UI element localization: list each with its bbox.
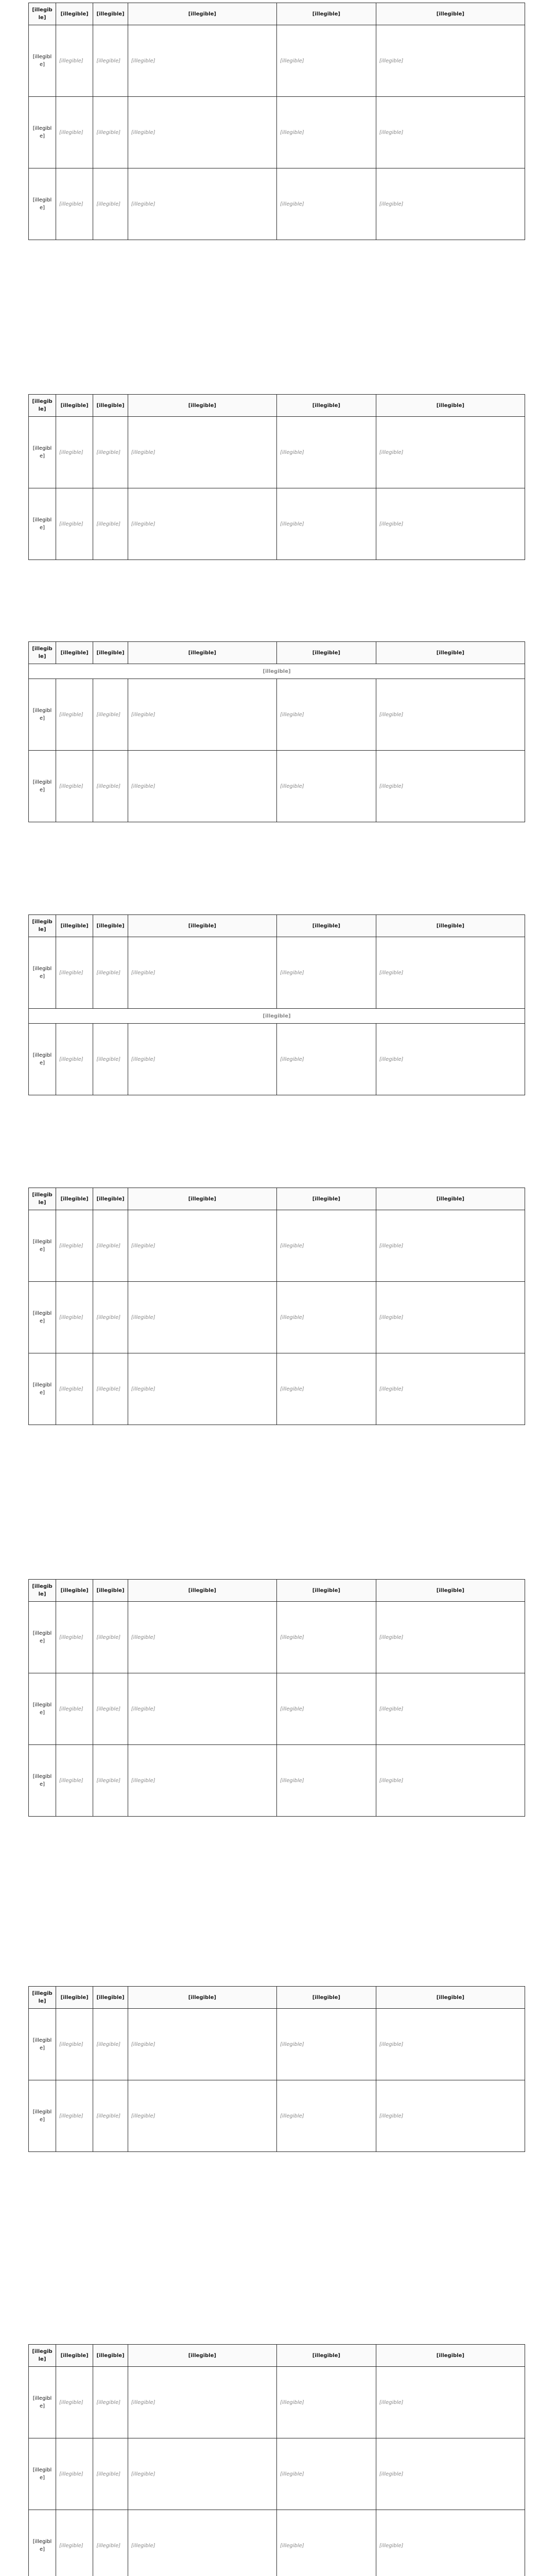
cell-name: [illegible] <box>56 1745 93 1817</box>
cell-parameters: [illegible] <box>276 1353 376 1425</box>
cell-parameters: [illegible] <box>276 2438 376 2510</box>
row-number: [illegible] <box>29 488 56 560</box>
cell-cases: [illegible] <box>376 2510 525 2576</box>
row-number: [illegible] <box>29 1024 56 1095</box>
cell-cases: [illegible] <box>376 1353 525 1425</box>
table-row <box>29 25 525 97</box>
cell-description: [illegible] <box>128 1282 276 1353</box>
cell-cases: [illegible] <box>376 1602 525 1673</box>
header-no: [illegible] <box>29 3 56 25</box>
cell-cases: [illegible] <box>376 679 525 751</box>
cell-parameters: [illegible] <box>276 2510 376 2576</box>
cell-name: [illegible] <box>56 2009 93 2080</box>
cell-category: [illegible] <box>93 1745 128 1817</box>
cell-parameters: [illegible] <box>276 1210 376 1282</box>
table-row <box>29 1353 525 1425</box>
table-row <box>29 1745 525 1817</box>
header-parameters: [illegible] <box>276 3 376 25</box>
cell-category: [illegible] <box>93 417 128 488</box>
header-parameters: [illegible] <box>276 915 376 937</box>
cell-cases: [illegible] <box>376 2009 525 2080</box>
cell-category: [illegible] <box>93 2367 128 2438</box>
cell-cases: [illegible] <box>376 937 525 1009</box>
table-row <box>29 2009 525 2080</box>
table-page <box>28 914 525 1095</box>
cell-cases: [illegible] <box>376 1673 525 1745</box>
header-cases: [illegible] <box>376 1987 525 2009</box>
cell-name: [illegible] <box>56 1602 93 1673</box>
cell-name: [illegible] <box>56 97 93 168</box>
header-cases: [illegible] <box>376 1188 525 1210</box>
cell-parameters: [illegible] <box>276 25 376 97</box>
cell-category: [illegible] <box>93 2438 128 2510</box>
table-row <box>29 2510 525 2576</box>
table-page <box>28 2344 525 2576</box>
table-row <box>29 937 525 1009</box>
table-row <box>29 1602 525 1673</box>
header-name: [illegible] <box>56 642 93 664</box>
cell-parameters: [illegible] <box>276 488 376 560</box>
cell-cases: [illegible] <box>376 25 525 97</box>
cell-name: [illegible] <box>56 2080 93 2152</box>
row-number: [illegible] <box>29 1210 56 1282</box>
cell-category: [illegible] <box>93 1602 128 1673</box>
table-page <box>28 641 525 822</box>
cell-description: [illegible] <box>128 937 276 1009</box>
header-parameters: [illegible] <box>276 395 376 417</box>
cell-cases: [illegible] <box>376 2438 525 2510</box>
header-cases: [illegible] <box>376 2345 525 2367</box>
header-description: [illegible] <box>128 2345 276 2367</box>
section-row <box>29 1009 525 1024</box>
cell-description: [illegible] <box>128 1353 276 1425</box>
row-number: [illegible] <box>29 1602 56 1673</box>
table-page <box>28 1188 525 1425</box>
cell-name: [illegible] <box>56 2510 93 2576</box>
cell-parameters: [illegible] <box>276 2367 376 2438</box>
row-number: [illegible] <box>29 679 56 751</box>
cell-cases: [illegible] <box>376 1282 525 1353</box>
cell-cases: [illegible] <box>376 2080 525 2152</box>
header-no: [illegible] <box>29 1987 56 2009</box>
header-category: [illegible] <box>93 915 128 937</box>
cell-description: [illegible] <box>128 1673 276 1745</box>
header-category: [illegible] <box>93 642 128 664</box>
header-category: [illegible] <box>93 3 128 25</box>
row-number: [illegible] <box>29 1673 56 1745</box>
cell-description: [illegible] <box>128 168 276 240</box>
table-row <box>29 679 525 751</box>
cell-cases: [illegible] <box>376 1210 525 1282</box>
header-category: [illegible] <box>93 1188 128 1210</box>
row-number: [illegible] <box>29 2510 56 2576</box>
header-category: [illegible] <box>93 1580 128 1602</box>
cell-category: [illegible] <box>93 937 128 1009</box>
cell-cases: [illegible] <box>376 168 525 240</box>
row-number: [illegible] <box>29 1745 56 1817</box>
cell-parameters: [illegible] <box>276 937 376 1009</box>
cell-category: [illegible] <box>93 2510 128 2576</box>
header-description: [illegible] <box>128 1987 276 2009</box>
cell-parameters: [illegible] <box>276 1745 376 1817</box>
cell-description: [illegible] <box>128 2438 276 2510</box>
header-parameters: [illegible] <box>276 1188 376 1210</box>
table-row <box>29 488 525 560</box>
cell-category: [illegible] <box>93 97 128 168</box>
requirements-table <box>28 1188 525 1425</box>
header-name: [illegible] <box>56 1188 93 1210</box>
header-no: [illegible] <box>29 395 56 417</box>
row-number: [illegible] <box>29 1282 56 1353</box>
cell-name: [illegible] <box>56 2367 93 2438</box>
cell-description: [illegible] <box>128 417 276 488</box>
cell-category: [illegible] <box>93 1024 128 1095</box>
cell-description: [illegible] <box>128 25 276 97</box>
table-row <box>29 97 525 168</box>
header-cases: [illegible] <box>376 395 525 417</box>
section-title: [illegible] <box>29 664 525 679</box>
cell-parameters: [illegible] <box>276 751 376 822</box>
cell-category: [illegible] <box>93 1673 128 1745</box>
cell-name: [illegible] <box>56 1024 93 1095</box>
header-name: [illegible] <box>56 3 93 25</box>
table-row <box>29 1673 525 1745</box>
table-row <box>29 1210 525 1282</box>
row-number: [illegible] <box>29 168 56 240</box>
cell-name: [illegible] <box>56 25 93 97</box>
cell-name: [illegible] <box>56 2438 93 2510</box>
header-name: [illegible] <box>56 915 93 937</box>
cell-name: [illegible] <box>56 168 93 240</box>
cell-cases: [illegible] <box>376 488 525 560</box>
cell-category: [illegible] <box>93 25 128 97</box>
table-row <box>29 2367 525 2438</box>
header-cases: [illegible] <box>376 915 525 937</box>
header-name: [illegible] <box>56 1987 93 2009</box>
header-description: [illegible] <box>128 1580 276 1602</box>
header-parameters: [illegible] <box>276 1987 376 2009</box>
header-description: [illegible] <box>128 915 276 937</box>
header-description: [illegible] <box>128 395 276 417</box>
row-number: [illegible] <box>29 1353 56 1425</box>
cell-parameters: [illegible] <box>276 1024 376 1095</box>
header-cases: [illegible] <box>376 642 525 664</box>
header-description: [illegible] <box>128 642 276 664</box>
cell-category: [illegible] <box>93 168 128 240</box>
cell-cases: [illegible] <box>376 1745 525 1817</box>
cell-description: [illegible] <box>128 2367 276 2438</box>
section-row <box>29 664 525 679</box>
requirements-table <box>28 1579 525 1817</box>
header-name: [illegible] <box>56 2345 93 2367</box>
table-row <box>29 417 525 488</box>
row-number: [illegible] <box>29 2438 56 2510</box>
cell-description: [illegible] <box>128 679 276 751</box>
table-row <box>29 751 525 822</box>
cell-category: [illegible] <box>93 1353 128 1425</box>
cell-cases: [illegible] <box>376 97 525 168</box>
cell-name: [illegible] <box>56 1282 93 1353</box>
header-name: [illegible] <box>56 395 93 417</box>
cell-parameters: [illegible] <box>276 2009 376 2080</box>
header-category: [illegible] <box>93 1987 128 2009</box>
cell-name: [illegible] <box>56 751 93 822</box>
requirements-table <box>28 641 525 822</box>
cell-cases: [illegible] <box>376 417 525 488</box>
header-no: [illegible] <box>29 1580 56 1602</box>
table-page <box>28 394 525 560</box>
header-name: [illegible] <box>56 1580 93 1602</box>
cell-description: [illegible] <box>128 751 276 822</box>
cell-description: [illegible] <box>128 2510 276 2576</box>
cell-description: [illegible] <box>128 488 276 560</box>
header-cases: [illegible] <box>376 3 525 25</box>
requirements-table <box>28 914 525 1095</box>
header-description: [illegible] <box>128 1188 276 1210</box>
cell-category: [illegible] <box>93 1282 128 1353</box>
header-parameters: [illegible] <box>276 642 376 664</box>
row-number: [illegible] <box>29 25 56 97</box>
table-row <box>29 2438 525 2510</box>
cell-name: [illegible] <box>56 488 93 560</box>
header-description: [illegible] <box>128 3 276 25</box>
requirements-table <box>28 394 525 560</box>
requirements-table <box>28 1986 525 2152</box>
header-cases: [illegible] <box>376 1580 525 1602</box>
table-row <box>29 168 525 240</box>
cell-name: [illegible] <box>56 679 93 751</box>
cell-parameters: [illegible] <box>276 168 376 240</box>
cell-cases: [illegible] <box>376 1024 525 1095</box>
header-no: [illegible] <box>29 2345 56 2367</box>
cell-parameters: [illegible] <box>276 1602 376 1673</box>
cell-category: [illegible] <box>93 1210 128 1282</box>
row-number: [illegible] <box>29 937 56 1009</box>
cell-name: [illegible] <box>56 937 93 1009</box>
cell-parameters: [illegible] <box>276 2080 376 2152</box>
row-number: [illegible] <box>29 2009 56 2080</box>
header-parameters: [illegible] <box>276 1580 376 1602</box>
table-row <box>29 1282 525 1353</box>
cell-name: [illegible] <box>56 1673 93 1745</box>
cell-description: [illegible] <box>128 2009 276 2080</box>
cell-cases: [illegible] <box>376 2367 525 2438</box>
cell-name: [illegible] <box>56 1353 93 1425</box>
cell-parameters: [illegible] <box>276 1673 376 1745</box>
cell-description: [illegible] <box>128 1745 276 1817</box>
cell-name: [illegible] <box>56 1210 93 1282</box>
row-number: [illegible] <box>29 751 56 822</box>
cell-category: [illegible] <box>93 488 128 560</box>
cell-description: [illegible] <box>128 97 276 168</box>
cell-parameters: [illegible] <box>276 417 376 488</box>
table-row <box>29 1024 525 1095</box>
header-category: [illegible] <box>93 2345 128 2367</box>
cell-category: [illegible] <box>93 679 128 751</box>
requirements-table <box>28 2344 525 2576</box>
cell-parameters: [illegible] <box>276 1282 376 1353</box>
section-title: [illegible] <box>29 1009 525 1024</box>
header-parameters: [illegible] <box>276 2345 376 2367</box>
cell-description: [illegible] <box>128 1024 276 1095</box>
header-category: [illegible] <box>93 395 128 417</box>
row-number: [illegible] <box>29 2367 56 2438</box>
header-no: [illegible] <box>29 1188 56 1210</box>
cell-cases: [illegible] <box>376 751 525 822</box>
table-page <box>28 1579 525 1817</box>
header-no: [illegible] <box>29 915 56 937</box>
table-page <box>28 1986 525 2152</box>
cell-description: [illegible] <box>128 2080 276 2152</box>
row-number: [illegible] <box>29 97 56 168</box>
cell-description: [illegible] <box>128 1602 276 1673</box>
cell-name: [illegible] <box>56 417 93 488</box>
cell-description: [illegible] <box>128 1210 276 1282</box>
header-no: [illegible] <box>29 642 56 664</box>
cell-parameters: [illegible] <box>276 97 376 168</box>
cell-category: [illegible] <box>93 2009 128 2080</box>
table-row <box>29 2080 525 2152</box>
cell-category: [illegible] <box>93 751 128 822</box>
row-number: [illegible] <box>29 417 56 488</box>
row-number: [illegible] <box>29 2080 56 2152</box>
cell-parameters: [illegible] <box>276 679 376 751</box>
cell-category: [illegible] <box>93 2080 128 2152</box>
table-page <box>28 3 525 240</box>
requirements-table <box>28 3 525 240</box>
